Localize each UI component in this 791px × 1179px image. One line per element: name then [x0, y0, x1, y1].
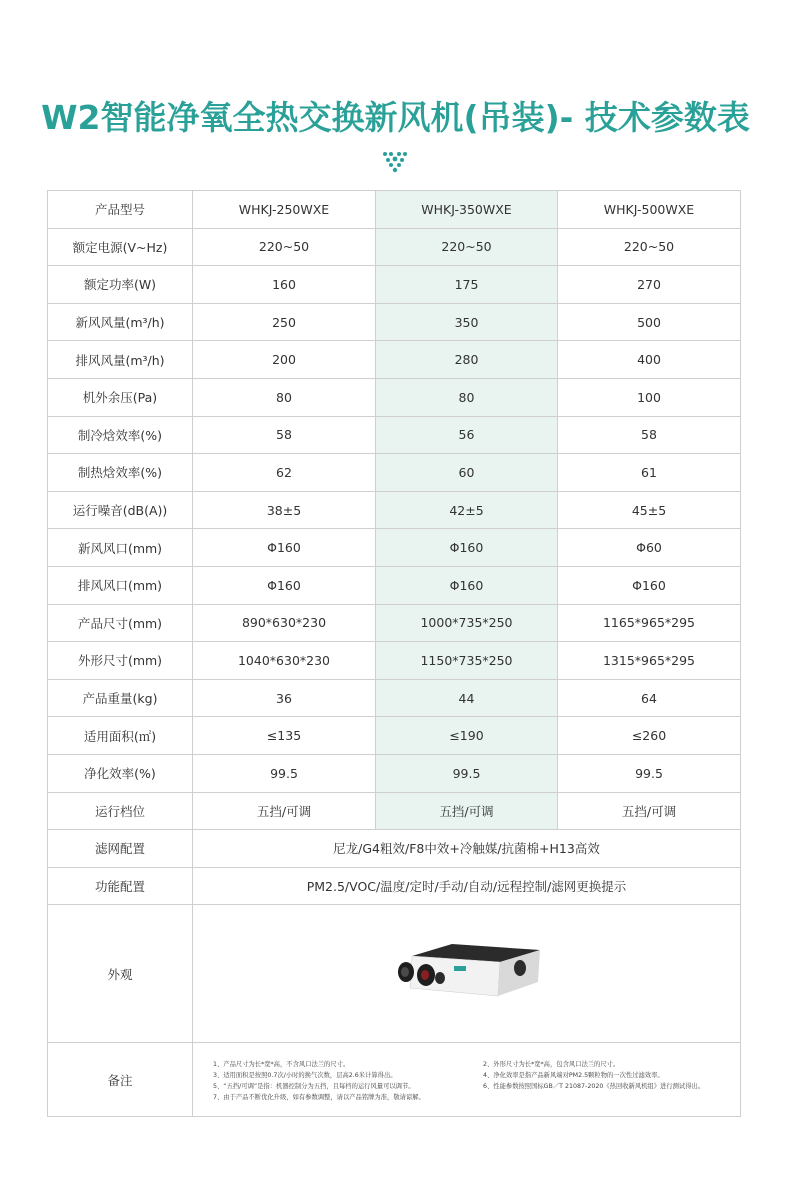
value-cell: 220~50	[193, 228, 376, 266]
value-cell: 五挡/可调	[376, 792, 558, 830]
row-label: 产品尺寸(mm)	[48, 604, 193, 642]
row-label: 外观	[48, 905, 193, 1043]
spec-row	[48, 378, 741, 416]
row-label: 产品型号	[48, 191, 193, 229]
model-cell: WHKJ-350WXE	[376, 191, 558, 229]
row-label: 排风风口(mm)	[48, 566, 193, 604]
value-cell: Φ160	[558, 566, 741, 604]
value-cell: 58	[193, 416, 376, 454]
value-cell: ≤190	[376, 717, 558, 755]
spec-row	[48, 491, 741, 529]
row-label: 净化效率(%)	[48, 754, 193, 792]
remark-item: 5、“五挡/可调”是指：机器控制分为五挡，且每档的运行风量可以调节。	[213, 1082, 415, 1090]
row-label: 额定电源(V~Hz)	[48, 228, 193, 266]
value-cell: 42±5	[376, 491, 558, 529]
remarks-list	[193, 1059, 740, 1101]
value-cell: 36	[193, 679, 376, 717]
value-cell: Φ160	[193, 566, 376, 604]
value-cell: 60	[376, 454, 558, 492]
header-row	[48, 191, 741, 229]
spec-row	[48, 792, 741, 830]
row-label: 功能配置	[48, 867, 193, 905]
value-cell: 175	[376, 266, 558, 304]
spec-row	[48, 228, 741, 266]
value-cell: 1150*735*250	[376, 642, 558, 680]
row-label: 机外余压(Pa)	[48, 378, 193, 416]
spec-row	[48, 266, 741, 304]
spec-row	[48, 604, 741, 642]
remarks-cell	[193, 1043, 741, 1117]
value-cell: 80	[193, 378, 376, 416]
value-cell: 99.5	[376, 754, 558, 792]
value-cell: 200	[193, 341, 376, 379]
spec-row	[48, 303, 741, 341]
value-cell: 1000*735*250	[376, 604, 558, 642]
spec-row	[48, 454, 741, 492]
row-label: 滤网配置	[48, 830, 193, 868]
value-cell: 890*630*230	[193, 604, 376, 642]
model-cell: WHKJ-500WXE	[558, 191, 741, 229]
appearance-row	[48, 905, 741, 1043]
spec-row	[48, 566, 741, 604]
remarks-row	[48, 1043, 741, 1117]
row-label: 适用面积(㎡)	[48, 717, 193, 755]
row-label: 新风风量(m³/h)	[48, 303, 193, 341]
value-cell: 44	[376, 679, 558, 717]
value-cell: 62	[193, 454, 376, 492]
row-label: 备注	[48, 1043, 193, 1117]
spec-row	[48, 679, 741, 717]
value-cell: ≤260	[558, 717, 741, 755]
value-cell: 99.5	[558, 754, 741, 792]
row-label: 新风风口(mm)	[48, 529, 193, 567]
value-cell: 1165*965*295	[558, 604, 741, 642]
value-cell: 五挡/可调	[193, 792, 376, 830]
product-image-cell	[193, 905, 741, 1043]
value-cell: 38±5	[193, 491, 376, 529]
row-label: 运行噪音(dB(A))	[48, 491, 193, 529]
value-cell: 280	[376, 341, 558, 379]
value-cell: 350	[376, 303, 558, 341]
value-cell: 100	[558, 378, 741, 416]
page-title: W2智能净氧全热交换新风机(吊装)- 技术参数表	[41, 98, 750, 137]
value-cell: 250	[193, 303, 376, 341]
spec-row	[48, 642, 741, 680]
value-cell: 500	[558, 303, 741, 341]
value-cell: ≤135	[193, 717, 376, 755]
value-cell: 1040*630*230	[193, 642, 376, 680]
value-cell: 1315*965*295	[558, 642, 741, 680]
spec-row	[48, 341, 741, 379]
product-image	[392, 942, 542, 1006]
row-label: 产品重量(kg)	[48, 679, 193, 717]
spec-row	[48, 754, 741, 792]
remark-item: 1、产品尺寸为长*宽*高，不含风口法兰的尺寸。	[213, 1060, 350, 1068]
value-cell: 58	[558, 416, 741, 454]
value-cell: Φ160	[376, 529, 558, 567]
remark-item: 4、净化效率是指产品新风端对PM2.5颗粒物的一次性过滤效率。	[483, 1071, 664, 1079]
row-label: 排风风量(m³/h)	[48, 341, 193, 379]
value-cell: Φ60	[558, 529, 741, 567]
spec-row	[48, 717, 741, 755]
filter-value: 尼龙/G4粗效/F8中效+冷触媒/抗菌棉+H13高效	[193, 830, 741, 868]
remark-item: 6、性能参数按照国标GB／T 21087-2020《热回收新风机组》进行测试得出。	[483, 1082, 705, 1090]
value-cell: 400	[558, 341, 741, 379]
row-label: 额定功率(W)	[48, 266, 193, 304]
remark-item: 7、由于产品不断优化升级，如有参数调整，请以产品铭牌为准，敬请谅解。	[213, 1093, 425, 1101]
row-label: 运行档位	[48, 792, 193, 830]
functions-value: PM2.5/VOC/温度/定时/手动/自动/远程控制/滤网更换提示	[193, 867, 741, 905]
value-cell: Φ160	[193, 529, 376, 567]
row-label: 制热焓效率(%)	[48, 454, 193, 492]
value-cell: 56	[376, 416, 558, 454]
spec-row	[48, 529, 741, 567]
model-cell: WHKJ-250WXE	[193, 191, 376, 229]
value-cell: 45±5	[558, 491, 741, 529]
value-cell: 220~50	[558, 228, 741, 266]
remark-item: 3、适用面积是按照0.7次/小时的换气次数，层高2.6米计算得出。	[213, 1071, 397, 1079]
functions-row	[48, 867, 741, 905]
value-cell: 99.5	[193, 754, 376, 792]
value-cell: 220~50	[376, 228, 558, 266]
spec-row	[48, 416, 741, 454]
value-cell: 160	[193, 266, 376, 304]
row-label: 外形尺寸(mm)	[48, 642, 193, 680]
value-cell: Φ160	[376, 566, 558, 604]
filter-row	[48, 830, 741, 868]
row-label: 制冷焓效率(%)	[48, 416, 193, 454]
value-cell: 61	[558, 454, 741, 492]
spec-table	[47, 190, 741, 1117]
remark-item: 2、外形尺寸为长*宽*高，包含风口法兰的尺寸。	[483, 1060, 620, 1068]
value-cell: 64	[558, 679, 741, 717]
brand-mark-icon	[381, 150, 409, 174]
value-cell: 五挡/可调	[558, 792, 741, 830]
value-cell: 80	[376, 378, 558, 416]
value-cell: 270	[558, 266, 741, 304]
